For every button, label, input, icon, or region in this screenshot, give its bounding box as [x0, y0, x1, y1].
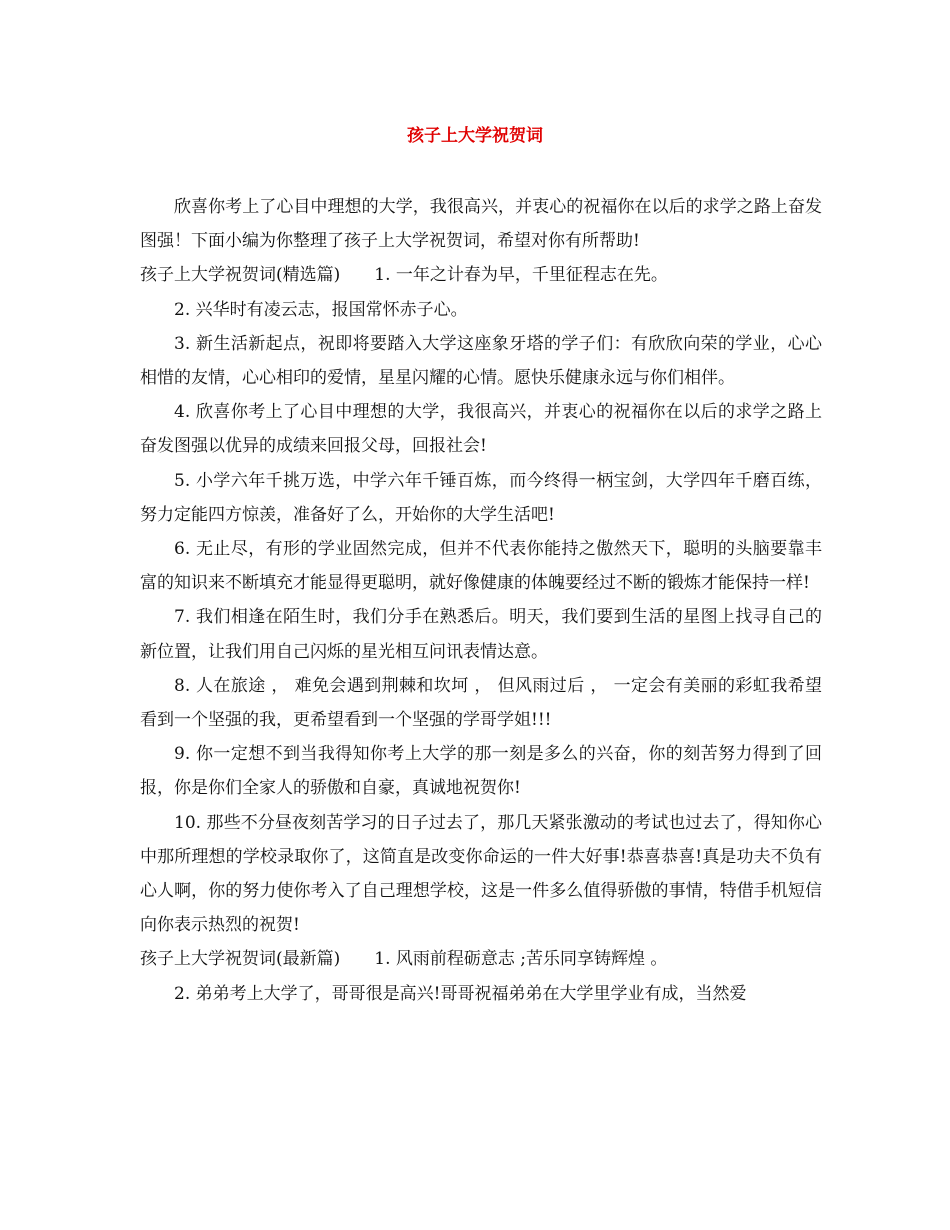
- list-item: 1. 风雨前程砺意志 ;苦乐同享铸辉煌 。: [374, 949, 668, 970]
- list-item: 1. 一年之计春为早，千里征程志在先。: [374, 265, 668, 286]
- intro-paragraph: 欣喜你考上了心目中理想的大学，我很高兴，并衷心的祝福你在以后的求学之路上奋发图强！下面小编为你整理了孩子上大学祝贺词，希望对你有所帮助!: [140, 197, 822, 252]
- list-item: 2. 弟弟考上大学了，哥哥很是高兴!哥哥祝福弟弟在大学里学业有成，当然爱: [174, 983, 747, 1004]
- list-item: 3. 新生活新起点，祝即将要踏入大学这座象牙塔的学子们：有欣欣向荣的学业，心心相惜的友情，心心相印的爱情，星星闪耀的心情。愿快乐健康永远与你们相伴。: [140, 333, 822, 389]
- section-heading: 孩子上大学祝贺词(最新篇): [140, 949, 341, 970]
- list-item: 10. 那些不分昼夜刻苦学习的日子过去了，那几天紧张激动的考试也过去了，得知你心中那所理想的学校录取你了，这简直是改变你命运的一件大好事!恭喜恭喜!真是功夫不负有心人啊，你的努力使你考入了自己理想学校，这是一件多么值得骄傲的事情，特借手机短信向你表示热烈的祝贺!: [140, 812, 822, 936]
- list-item: 5. 小学六年千挑万选，中学六年千锤百炼，而今终得一柄宝剑，大学四年千磨百练，努力定能四方惊羡，准备好了么，开始你的大学生活吧!: [140, 470, 822, 525]
- list-item: 8. 人在旅途 ， 难免会遇到荆棘和坎坷 ， 但风雨过后 ， 一定会有美丽的彩虹我希望看到一个坚强的我，更希望看到一个坚强的学哥学姐!!!: [140, 675, 822, 731]
- list-item: 6. 无止尽，有形的学业固然完成，但并不代表你能持之傲然天下，聪明的头脑要靠丰富的知识来不断填充才能显得更聪明，就好像健康的体魄要经过不断的锻炼才能保持一样!: [140, 539, 822, 594]
- section-heading-line: [140, 942, 822, 976]
- document-title: 孩子上大学祝贺词: [407, 126, 543, 146]
- list-item: 9. 你一定想不到当我得知你考上大学的那一刻是多么的兴奋，你的刻苦努力得到了回报，你是你们全家人的骄傲和自豪，真诚地祝贺你!: [140, 744, 822, 799]
- list-item: 7. 我们相逢在陌生时，我们分手在熟悉后。明天，我们要到生活的星图上找寻自己的新位置，让我们用自己闪烁的星光相互问讯表情达意。: [140, 607, 822, 662]
- list-item: 2. 兴华时有凌云志，报国常怀赤子心。: [174, 299, 468, 320]
- section-heading-line: [140, 258, 822, 292]
- document-body: [140, 190, 822, 1011]
- section-heading: 孩子上大学祝贺词(精选篇): [140, 265, 341, 286]
- list-item: 4. 欣喜你考上了心目中理想的大学，我很高兴，并衷心的祝福你在以后的求学之路上奋发图强以优异的成绩来回报父母，回报社会!: [140, 402, 822, 457]
